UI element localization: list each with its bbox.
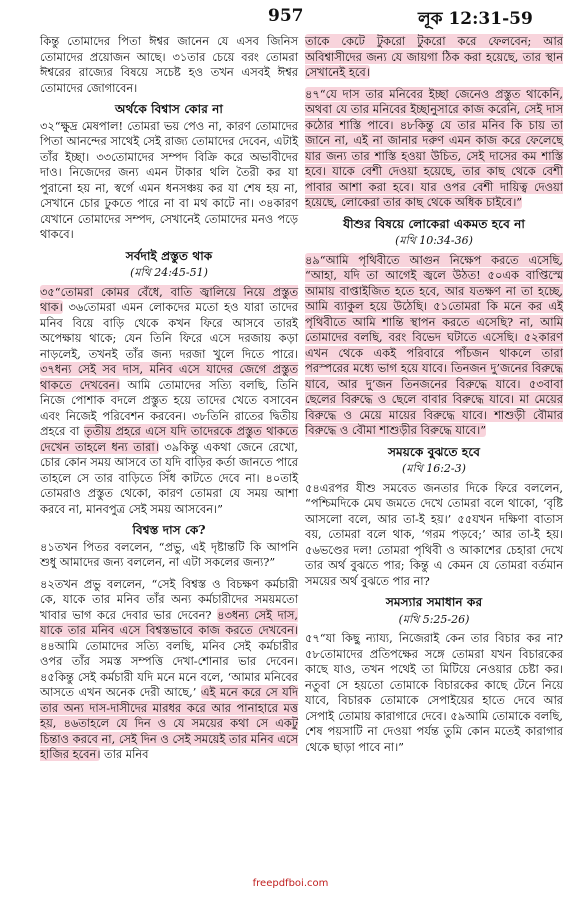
highlighted-text: তৃতীয় প্রহরে এসে যদি তাদেরকে প্রস্তুত থাকতে দেখেন তাহলে ধন্য তারা। (40, 424, 299, 454)
highlighted-text: তাকে কেটে টুকরো টুকরো করে ফেলবেন; আর অবিশ্বাসীদের জন্য যে জায়গা ঠিক করা হয়েছে, তার স্থান সেখানেই হবে। (305, 34, 563, 79)
verse-paragraph (305, 253, 563, 439)
verse-text: ৪৪আমি তোমাদের সত্যি বলছি, মনিব সেই কর্মচারীর ওপর তাঁর সমস্ত সম্পত্তি দেখা-শোনার ভার দেবেন। ৪৫কিন্তু সেই কর্মচারী যদি মনে মনে বলে, ‘আমার মনিবের আসতে এখন অনেক দেরী আছে,’ (40, 638, 298, 699)
verse-paragraph: ৩২“ক্ষুদ্র মেষপাল! তোমরা ভয় পেও না, কারণ তোমাদের পিতা আনন্দের সাথেই সেই রাজ্য তোমাদের দেবেন, এটাই তাঁর ইচ্ছা। ৩৩তোমাদের সম্পদ বিক্রি করে অভাবীদের দাও। নিজেদের জন্য এমন টাকার থলি তৈরী কর যা পুরানো হয় না, স্বর্গে এমন ধনসঞ্চয় কর যা শেষ হয় না, সেখানে চোর ঢুকতে পারে না বা মথ কাটে না। ৩৪কারণ যেখানে তোমাদের সম্পদ, সেখানেই তোমাদের মনও পড়ে থাকবে। (40, 118, 298, 241)
verse-paragraph (40, 577, 298, 763)
section-heading: সময়কে বুঝতে হবে (387, 444, 481, 459)
verse-paragraph: ৫৪এরপর যীশু সমবেত জনতার দিকে ফিরে বললেন, “পশ্চিমদিকে মেঘ জমতে দেখে তোমরা বলে থাকো, ‘বৃষ্টি আসলো বলে, আর তা-ই হয়।’ ৫৫যখন দক্ষিণা বাতাস বয়, তোমরা বলে থাক, ‘গরম পড়বে;’ আর তা-ই হয়। ৫৬ভণ্ডের দল! তোমরা পৃথিবী ও আকাশের চেহারা দেখে তার অর্থ বুঝতে পার; কিন্তু এ কেমন যে তোমরা বর্তমান সময়ের অর্থ বুঝতে পার না? (305, 480, 563, 588)
cross-reference: (মথি 10:34-36) (395, 234, 473, 247)
section-heading: সর্বদাই প্রস্তুত থাক (125, 248, 213, 263)
highlighted-text: ৪৩ধন্য সেই দাস, যাকে তার মনিব এসে বিশ্বস্তভাবে কাজ করতে দেখবেন। (40, 607, 299, 637)
section-heading: বিশ্বস্ত দাস কে? (132, 523, 206, 537)
highlighted-text: ৩৫“তোমরা কোমর বেঁধে, বাতি জ্বালিয়ে নিয়ে প্রস্তুত থাক। (40, 284, 298, 314)
right-column (305, 34, 563, 761)
highlighted-text: ৩৭ধন্য সেই সব দাস, মনিব এসে যাদের জেগে প্রস্তুত থাকতে দেখবেন। (40, 362, 298, 392)
verse-text: আমি তোমাদের সত্যি বলছি, তিনি নিজে পোশাক বদলে প্রস্তুত হয়ে তাদের খেতে বসাবেন এবং নিজেই পরিবেশন করবেন। ৩৮তিনি রাতের দ্বিতীয় প্রহরে বা (40, 377, 298, 438)
section-heading: অর্থকে বিশ্বাস কোর না (115, 102, 223, 116)
verse-paragraph: ৫৭“যা কিছু ন্যায্য, নিজেরাই কেন তার বিচার কর না? ৫৮তোমাদের প্রতিপক্ষের সঙ্গে তোমরা যখন বিচারকের কাছে যাও, তখন পথেই তা মিটিয়ে নেওয়ার চেষ্টা কর। নতুবা সে হয়তো তোমাকে বিচারকের কাছে টেনে নিয়ে যাবে, বিচারক তোমাকে সেপাইয়ের হাতে দেবে আর সেপাই তোমায় কারাগারে দেবে। ৫৯আমি তোমাকে বলছি, শেষ পয়সাটি না দেওয়া পর্যন্ত তুমি কোন মতেই কারাগার থেকে ছাড়া পাবে না।” (305, 631, 563, 754)
left-column (40, 34, 298, 769)
verse-paragraph (305, 34, 563, 81)
cross-reference: (মথি 5:25-26) (398, 612, 470, 626)
section-heading: সমস্যার সমাধান কর (385, 595, 483, 609)
verse-text: তার মনিব (100, 747, 149, 761)
section-heading: যীশুর বিষয়ে লোকেরা একমত হবে না (343, 216, 525, 231)
verse-text: ৪২তখন প্রভু বললেন, “সেই বিশ্বস্ত ও বিচক্ষণ কর্মচারী কে, যাকে তার মনিব তাঁর অন্য কর্মচারীদের সময়মতো খাবার ভাগ করে দেবার ভার দেবেন? (40, 576, 298, 622)
verse-text: ৩৯কিন্তু একথা জেনে রেখো, চোর কোন সময় আসবে তা যদি বাড়ির কর্তা জানতে পারে তাহলে সে তার বাড়িতে সিঁধ কাটতে দেবে না। ৪০তাই তোমরাও প্রস্তুত থেকো, কারণ তোমরা যে সময় আশা করবে না, মানবপুত্র সেই সময় আসবেন।” (40, 439, 299, 516)
page-header (0, 6, 581, 32)
verse-paragraph (40, 285, 298, 518)
page-number: 957 (268, 6, 304, 26)
book-reference: লূক 12:31-59 (418, 9, 533, 29)
verse-paragraph: কিন্তু তোমাদের পিতা ঈশ্বর জানেন যে এসব জিনিস তোমাদের প্রয়োজন আছে। ৩১তার চেয়ে বরং তোমরা ঈশ্বরের রাজ্যের বিষয়ে সচেষ্ট হও তখন এসবই ঈশ্বর তোমাদের জোগাবেন। (40, 34, 298, 95)
highlighted-text: ৪৭“যে দাস তার মনিবের ইচ্ছা জেনেও প্রস্তুত থাকেনি, অথবা যে তার মনিবের ইচ্ছানুসারে কাজ করেনি, সেই দাস কঠোর শাস্তি পাবে। ৪৮কিন্তু যে তার মনিব কি চায় তা জানে না, এই না জানার দরুণ এমন কাজ করে ফেলেছে যার জন্য তার শাস্তি হওয়া উচিত, সেই দাসের কম শাস্তি হবে। যাকে বেশী দেওয়া হয়েছে, তার কাছ থেকে বেশী পাবার আশা করা হবে। যার ওপর বেশী দায়িত্ব দেওয়া হয়েছে, লোকেরা তার কাছ থেকে অধিক চাইবে।” (305, 86, 563, 209)
verse-paragraph: ৪১তখন পিতর বললেন, “প্রভু, এই দৃষ্টান্তটি কি আপনি শুধু আমাদের জন্য বললেন, না এটা সকলের জন্য?” (40, 539, 298, 569)
highlighted-text: ৪৯“আমি পৃথিবীতে আগুন নিক্ষেপ করতে এসেছি, “আহা, যদি তা আগেই জ্বলে উঠত! ৫০এক বাপ্তিস্মে আমায় বাপ্তাইজিত হতে হবে, আর যতক্ষণ না তা হচ্ছে, আমি ব্যাকুল হয়ে উঠেছি। ৫১তোমরা কি মনে কর এই পৃথিবীতে আমি শান্তি স্থাপন করতে এসেছি? না, আমি তোমাদের বলছি, বরং বিভেদ ঘটাতে এসেছি। ৫২কারণ এখন থেকে একই পরিবারে পাঁচজন থাকলে তারা পরস্পরের মধ্যে ভাগ হয়ে যাবে। তিনজন দু’জনের বিরুদ্ধে যাবে, আর দু’জন তিনজনের বিরুদ্ধে যাবে। ৫৩বাবা ছেলের বিরুদ্ধে ও ছেলে বাবার বিরুদ্ধে যাবে। মা মেয়ের বিরুদ্ধে ও মেয়ে মায়ের বিরুদ্ধে যাবে। শাশুড়ী বৌমার বিরুদ্ধে ও বৌমা শাশুড়ীর বিরুদ্ধে যাবে।” (305, 252, 563, 437)
cross-reference: (মথি 24:45-51) (130, 266, 208, 279)
cross-reference: (মথি 16:2-3) (402, 462, 466, 475)
verse-text: ৩৬তোমরা এমন লোকদের মতো হও যারা তাদের মনিব বিয়ে বাড়ি থেকে কখন ফিরে আসবে তারই অপেক্ষায় থাকে; যেন তিনি ফিরে এসে দরজায় কড়া নাড়লেই, তখনই তাঁর জন্য দরজা খুলে দিতে পারে। (40, 300, 298, 361)
verse-paragraph (305, 87, 563, 211)
highlighted-text: এই মনে করে সে যদি তার অন্য দাস-দাসীদের মারধর করে আর পানাহারে মত্ত হয়, ৪৬তাহলে যে দিন ও যে সময়ের কথা সে একটু চিন্তাও করবে না, সেই দিন ও সেই সময়েই তার মনিব এসে হাজির হবেন। (40, 685, 298, 761)
watermark-footer[interactable]: freepdfboi.com (252, 878, 329, 889)
